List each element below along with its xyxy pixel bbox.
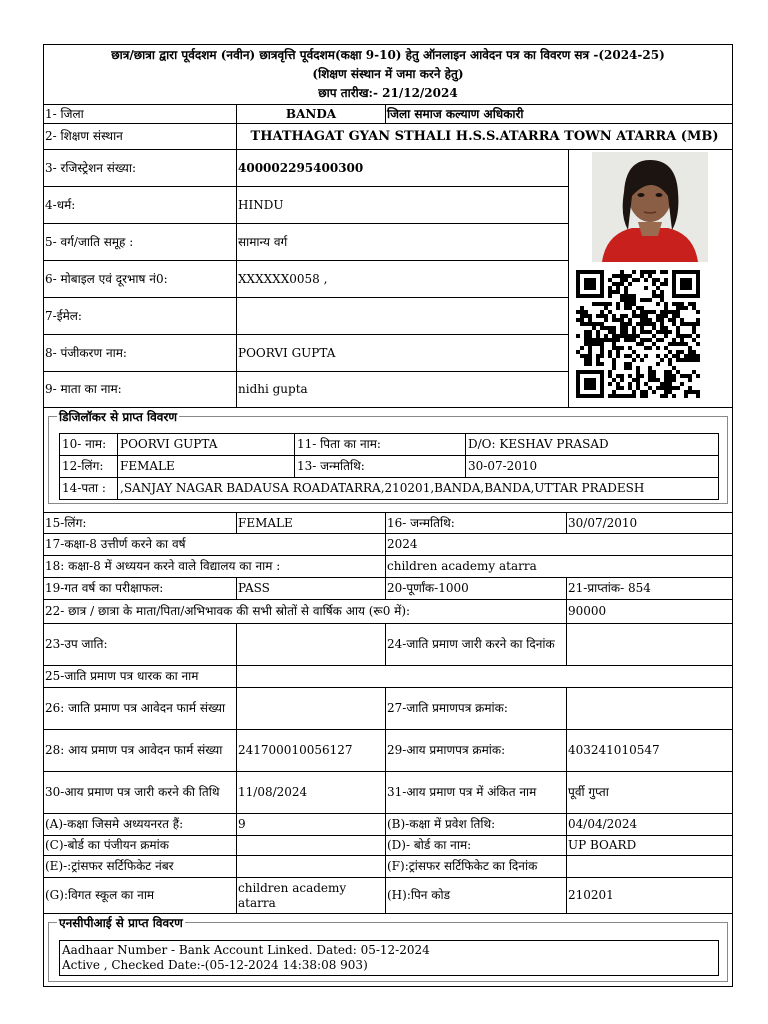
income-cert-date-value: 11/08/2024 — [237, 772, 386, 814]
income-label: 22- छात्र / छात्रा के माता/पिता/अभिभावक की सभी स्रोतों से वार्षिक आय (रू0 में): — [44, 600, 567, 624]
pass8-year-label: 17-कक्षा-8 उत्तीर्ण करने का वर्ष — [44, 534, 386, 556]
income-app-value: 241700010056127 — [237, 730, 386, 772]
subcaste-value — [237, 624, 386, 666]
income-cert-name-value: पूर्वी गुप्ता — [567, 772, 732, 814]
income-app-label: 28: आय प्रमाण पत्र आवेदन फार्म संख्या — [44, 730, 237, 772]
dob-value: 30/07/2010 — [567, 512, 732, 534]
class-label: (A)-कक्षा जिसमे अध्ययनरत हैं: — [44, 814, 237, 836]
prev-school-label: (G):विगत स्कूल का नाम — [44, 878, 237, 914]
tc-date-value — [567, 856, 732, 878]
registration-label: 3- रजिस्ट्रेशन संख्या: — [44, 150, 237, 187]
registration-value: 400002295400300 — [237, 150, 569, 187]
institution-value: THATHAGAT GYAN STHALI H.S.S.ATARRA TOWN ATARRA (MB) — [237, 124, 732, 150]
pin-code-value: 210201 — [567, 878, 732, 914]
scholarship-form — [43, 44, 733, 987]
school8-value: children academy atarra — [386, 556, 732, 578]
gender-label: 15-लिंग: — [44, 512, 237, 534]
admission-date-value: 04/04/2024 — [567, 814, 732, 836]
mobile-label: 6- मोबाइल एवं दूरभाष नं0: — [44, 261, 237, 298]
student-photo — [592, 152, 708, 262]
mother-name-value: nidhi gupta — [237, 372, 569, 408]
tc-number-label: (E)-:ट्रांसफर सर्टिफिकेट नंबर — [44, 856, 237, 878]
dl-father-value: D/O: KESHAV PRASAD — [466, 434, 719, 456]
caste-cert-no-label: 27-जाति प्रमाणपत्र क्रमांक: — [386, 688, 567, 730]
caste-cert-no-value — [567, 688, 732, 730]
caste-cert-date-label: 24-जाति प्रमाण जारी करने का दिनांक — [386, 624, 567, 666]
admission-date-label: (B)-कक्षा में प्रवेश तिथि: — [386, 814, 567, 836]
mobile-value: XXXXXX0058 , — [237, 261, 569, 298]
dob-label: 16- जन्मतिथि: — [386, 512, 567, 534]
caste-group-value: सामान्य वर्ग — [237, 224, 569, 261]
subcaste-label: 23-उप जाति: — [44, 624, 237, 666]
income-cert-date-label: 30-आय प्रमाण पत्र जारी करने की तिथि — [44, 772, 237, 814]
qr-code-icon — [576, 269, 700, 399]
gender-value: FEMALE — [237, 512, 386, 534]
caste-group-label: 5- वर्ग/जाति समूह : — [44, 224, 237, 261]
npci-line1: Aadhaar Number - Bank Account Linked. Dated: 05-12-2024 — [62, 943, 430, 957]
npci-box — [59, 940, 719, 976]
dl-father-label: 11- पिता का नाम: — [295, 434, 466, 456]
result-label: 19-गत वर्ष का परीक्षाफल: — [44, 578, 237, 600]
tc-number-value — [237, 856, 386, 878]
class-value: 9 — [237, 814, 386, 836]
caste-holder-value — [237, 666, 732, 688]
institution-label: 2- शिक्षण संस्थान — [44, 124, 237, 150]
email-label: 7-ईमेल: — [44, 298, 237, 335]
digilocker-table — [59, 433, 719, 500]
pin-code-label: (H):पिन कोड — [386, 878, 567, 914]
caste-cert-date-value — [567, 624, 732, 666]
tc-date-label: (F):ट्रांसफर सर्टिफिकेट का दिनांक — [386, 856, 567, 878]
registration-name-label: 8- पंजीकरण नाम: — [44, 335, 237, 372]
mother-name-label: 9- माता का नाम: — [44, 372, 237, 408]
header-subtitle: (शिक्षण संस्थान में जमा करने हेतु) — [312, 67, 464, 81]
registration-name-value: POORVI GUPTA — [237, 335, 569, 372]
board-name-label: (D)- बोर्ड का नाम: — [386, 836, 567, 856]
pass8-year-value: 2024 — [386, 534, 732, 556]
caste-app-label: 26: जाति प्रमाण पत्र आवेदन फार्म संख्या — [44, 688, 237, 730]
email-value — [237, 298, 569, 335]
religion-value: HINDU — [237, 187, 569, 224]
district-label: 1- जिला — [44, 104, 237, 124]
religion-label: 4-धर्म: — [44, 187, 237, 224]
income-cert-name-label: 31-आय प्रमाण पत्र में अंकित नाम — [386, 772, 567, 814]
income-value: 90000 — [567, 600, 732, 624]
form-header — [44, 45, 732, 104]
dl-gender-label: 12-लिंग: — [60, 456, 118, 478]
dl-dob-label: 13- जन्मतिथि: — [295, 456, 466, 478]
dl-name-value: POORVI GUPTA — [118, 434, 295, 456]
dl-address-label: 14-पता : — [60, 478, 118, 500]
officer-title: जिला समाज कल्याण अधिकारी — [386, 104, 732, 124]
qr-code — [576, 269, 700, 399]
obtained-marks: 21-प्राप्तांक- 854 — [567, 578, 732, 600]
npci-legend: एनसीपीआई से प्राप्त विवरण — [59, 916, 183, 930]
income-cert-no-value: 403241010547 — [567, 730, 732, 772]
npci-line2: Active , Checked Date:-(05-12-2024 14:38:08 903) — [62, 958, 368, 972]
header-print-date: छाप तारीख:- 21/12/2024 — [318, 86, 458, 100]
header-title: छात्र/छात्रा द्वारा पूर्वदशम (नवीन) छात्रवृत्ति पूर्वदशम(कक्षा 9-10) हेतु ऑनलाइन आवेदन पत्र का विवरण सत्र -(2024-25) — [111, 48, 665, 62]
max-marks: 20-पूर्णांक-1000 — [386, 578, 567, 600]
board-reg-label: (C)-बोर्ड का पंजीयन क्रमांक — [44, 836, 237, 856]
prev-school-value: children academy atarra — [237, 878, 386, 914]
dl-gender-value: FEMALE — [118, 456, 295, 478]
dl-name-label: 10- नाम: — [60, 434, 118, 456]
school8-label: 18: कक्षा-8 में अध्ययन करने वाले विद्यालय का नाम : — [44, 556, 386, 578]
student-photo-icon — [592, 152, 708, 262]
caste-app-value — [237, 688, 386, 730]
dl-address-value: ,SANJAY NAGAR BADAUSA ROADATARRA,210201,BANDA,BANDA,UTTAR PRADESH — [118, 478, 719, 500]
digilocker-legend: डिजिलॉकर से प्राप्त विवरण — [59, 410, 178, 424]
district-value: BANDA — [237, 104, 386, 124]
board-reg-value — [237, 836, 386, 856]
dl-dob-value: 30-07-2010 — [466, 456, 719, 478]
result-value: PASS — [237, 578, 386, 600]
income-cert-no-label: 29-आय प्रमाणपत्र क्रमांक: — [386, 730, 567, 772]
board-name-value: UP BOARD — [567, 836, 732, 856]
caste-holder-label: 25-जाति प्रमाण पत्र धारक का नाम — [44, 666, 237, 688]
